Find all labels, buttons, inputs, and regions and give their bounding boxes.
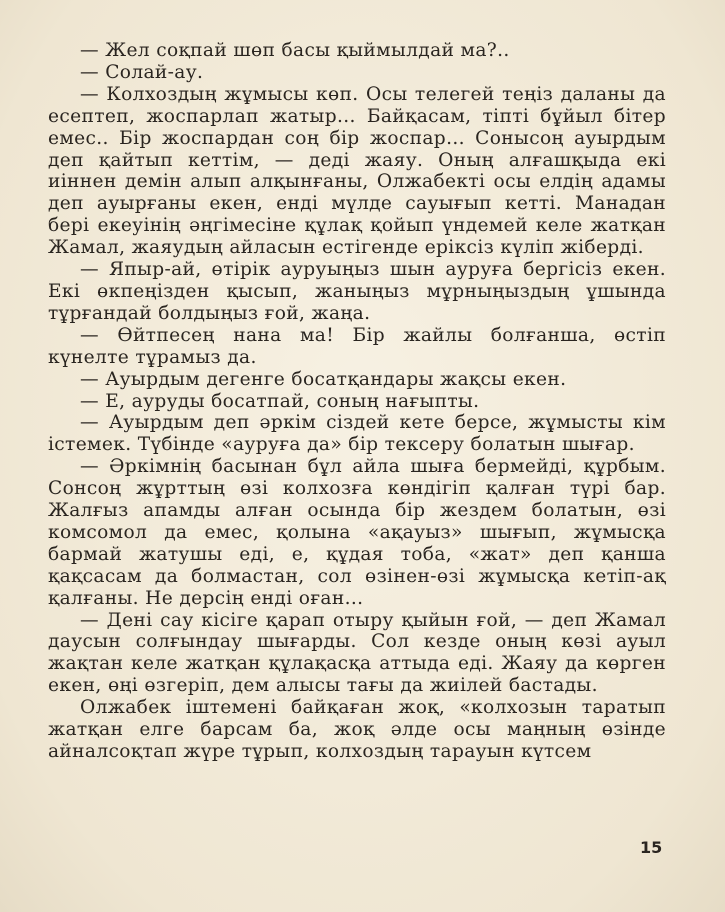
paragraph: Олжабек іштемені байқаған жоқ, «колхозын таратып жатқан елге барсам ба, жоқ әлде осы маңның өзінде айналсоқтап жүре тұрып, колхоздың тарауын күтсем xyxy=(48,697,666,762)
paragraph: — Колхоздың жұмысы көп. Осы телегей теңіз даланы да есептеп, жоспарлап жатыр... Байқасам, тіпті бұйыл бітер емес.. Бір жоспардан соң бір жоспар... Сонысоң ауырдым деп қайтып кеттім, — деді жаяу. Оның алғашқыда екі иіннен демін алып алқынғаны, Олжабекті осы елдің адамы деп ауырғаны екен, енді мүлде сауығып кетті. Манадан бері екеуінің әңгімесіне құлақ қойып үндемей келе жатқан Жамал, жаяудың айласын естігенде еріксіз күліп жіберді. xyxy=(48,83,666,259)
paragraph: — Ауырдым деп әркім сіздей кете берсе, жұмысты кім істемек. Түбінде «ауруға да» бір тексеру болатын шығар. xyxy=(48,412,666,456)
paragraph: — Солай-ау. xyxy=(80,61,204,83)
paragraph: — Жел соқпай шөп басы қыймылдай ма?.. xyxy=(80,40,510,61)
paragraph: — Ауырдым дегенге босатқандары жақсы екен. xyxy=(80,368,567,390)
paragraph: — Дені сау кісіге қарап отыру қыйын ғой, — деп Жамал даусын солғындау шығарды. Сол кезде оның көзі ауыл жақтан келе жатқан құлақасқа аттыда еді. Жаяу да көрген екен, өңі өзгеріп, дем алысы тағы да жиілей бастады. xyxy=(48,609,666,697)
paragraph: — Е, ауруды босатпай, соның нағыпты. xyxy=(80,390,480,412)
paragraph: — Әркімнің басынан бұл айла шыға бермейді, құрбым. Сонсоң жұрттың өзі колхозға көндігіп қалған түрі бар. Жалғыз апамды алған осында бір жездем болатын, өзі комсомол да емес, қолына «ақауыз» шығып, жұмысқа бармай жатушы еді, е, құдая тоба, «жат» деп қанша қақсасам да болмастан, сол өзінен-өзі жұмысқа кетіп-ақ қалғаны. Не дерсің енді оған... xyxy=(48,456,666,609)
paragraph: — Өйтпесең нана ма! Бір жайлы болғанша, өстіп күнелте тұрамыз да. xyxy=(48,324,666,368)
paragraph: — Япыр-ай, өтірік ауруыңыз шын ауруға бергісіз екен. Екі өкпеңізден қысып, жаныңыз мұрныңыздың ұшында тұрғандай болдыңыз ғой, жаңа. xyxy=(48,259,666,324)
page-number: 15 xyxy=(640,838,663,857)
body-text xyxy=(48,40,666,763)
